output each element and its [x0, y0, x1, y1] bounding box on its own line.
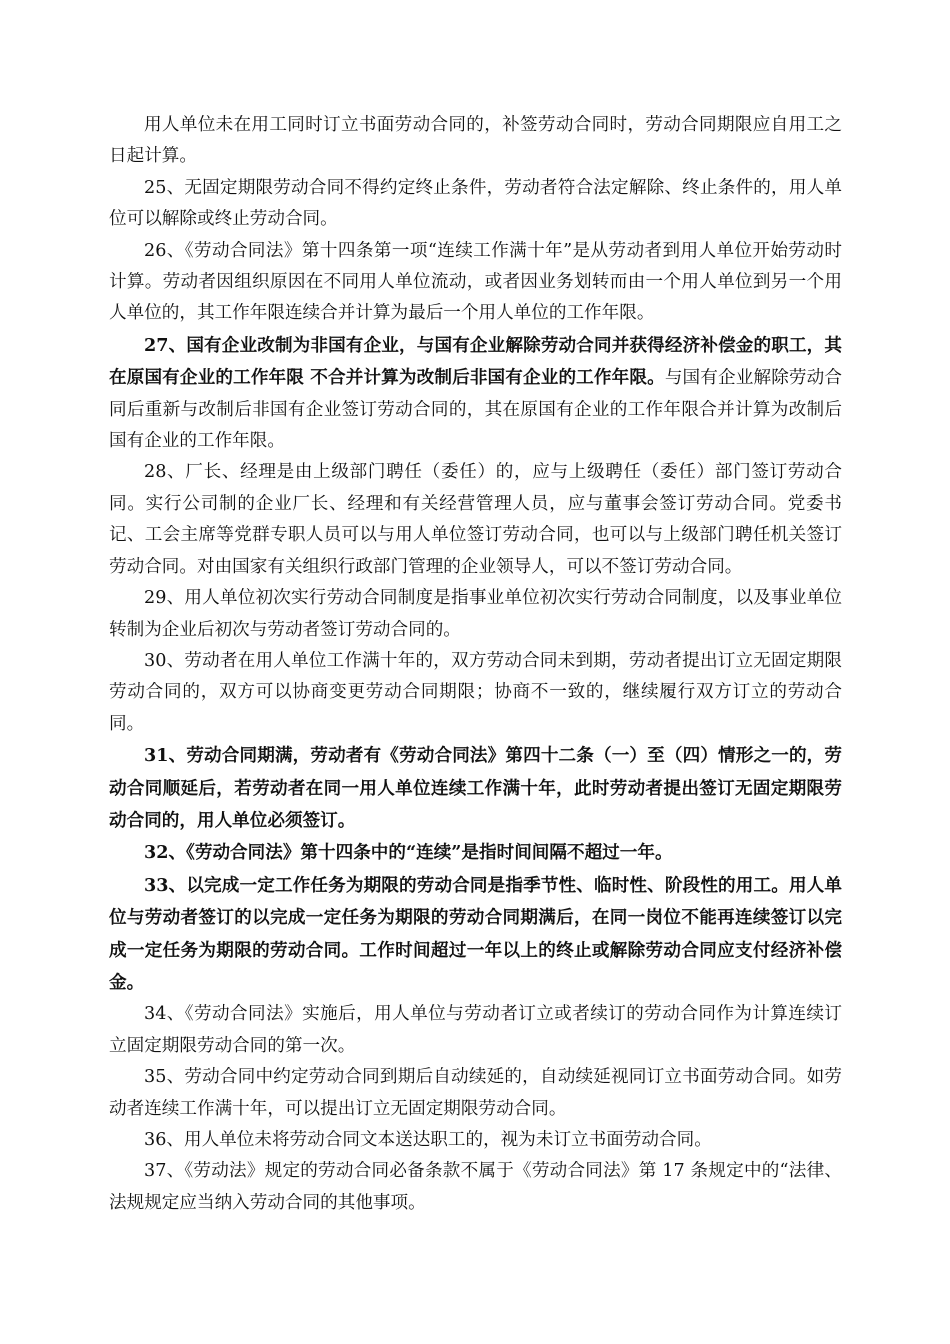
paragraph-text: 28、厂长、经理是由上级部门聘任（委任）的，应与上级聘任（委任）部门签订劳动合同。实行公司制的企业厂长、经理和有关经营管理人员，应与董事会签订劳动合同。党委书记、工会主席等党群专职人员可以与用人单位签订劳动合同，也可以与上级部门聘任机关签订劳动合同。对由国家有关组织行政部门管理的企业领导人，可以不签订劳动合同。 [109, 462, 842, 577]
paragraph-text: 37、《劳动法》规定的劳动合同必备条款不属于《劳动合同法》第 17 条规定中的“法律、法规规定应当纳入劳动合同的其他事项。 [109, 1161, 842, 1213]
paragraph-item-30 [109, 646, 842, 740]
paragraph-item-27 [109, 330, 842, 458]
paragraph-bold-text: 33、以完成一定工作任务为期限的劳动合同是指季节性、临时性、阶段性的用工。用人单位与劳动者签订的以完成一定任务为期限的劳动合同期满后，在同一岗位不能再连续签订以完成一定任务为期限的劳动合同。工作时间超过一年以上的终止或解除劳动合同应支付经济补偿金。 [109, 874, 842, 993]
paragraph-item-31 [109, 740, 842, 837]
paragraph-text: 30、劳动者在用人单位工作满十年的，双方劳动合同未到期，劳动者提出订立无固定期限劳动合同的，双方可以协商变更劳动合同期限；协商不一致的，继续履行双方订立的劳动合同。 [109, 650, 842, 734]
paragraph-text: 25、无固定期限劳动合同不得约定终止条件，劳动者符合法定解除、终止条件的，用人单位可以解除或终止劳动合同。 [109, 177, 842, 230]
paragraph-item-28 [109, 457, 842, 583]
paragraph-item-32 [109, 837, 842, 869]
paragraph-text: 29、用人单位初次实行劳动合同制度是指事业单位初次实行劳动合同制度，以及事业单位转制为企业后初次与劳动者签订劳动合同的。 [109, 588, 842, 640]
paragraph-intro [109, 110, 842, 173]
paragraph-bold-text: 31、劳动合同期满，劳动者有《劳动合同法》第四十二条（一）至（四）情形之一的，劳动合同顺延后，若劳动者在同一用人单位连续工作满十年，此时劳动者提出签订无固定期限劳动合同的，用人单位必须签订。 [109, 745, 842, 831]
paragraph-item-25 [109, 173, 842, 236]
paragraph-text: 与国有企业解除劳动合同后重新与改制后非国有企业签订劳动合同的，其在原国有企业的工作年限合并计算为改制后国有企业的工作年限。 [109, 368, 842, 452]
paragraph-item-29 [109, 583, 842, 646]
paragraph-text: 26、《劳动合同法》第十四条第一项“连续工作满十年”是从劳动者到用人单位开始劳动时计算。劳动者因组织原因在不同用人单位流动，或者因业务划转而由一个用人单位到另一个用人单位的，其工作年限连续合并计算为最后一个用人单位的工作年限。 [109, 240, 842, 324]
paragraph-text: 35、劳动合同中约定劳动合同到期后自动续延的，自动续延视同订立书面劳动合同。如劳动者连续工作满十年，可以提出订立无固定期限劳动合同。 [109, 1067, 842, 1119]
paragraph-bold-text: 27、国有企业改制为非国有企业，与国有企业解除劳动合同并获得经济补偿金的职工，其在原国有企业的工作年限 不合并计算为改制后非国有企业的工作年限。 [109, 334, 842, 389]
paragraph-item-26 [109, 236, 842, 330]
paragraph-item-34 [109, 999, 842, 1062]
paragraph-text: 用人单位未在用工同时订立书面劳动合同的，补签劳动合同时，劳动合同期限应自用工之日起计算。 [109, 115, 842, 167]
paragraph-bold-text: 32、《劳动合同法》第十四条中的“连续”是指时间间隔不超过一年。 [144, 842, 673, 864]
paragraph-text: 36、用人单位未将劳动合同文本送达职工的，视为未订立书面劳动合同。 [144, 1130, 712, 1150]
paragraph-text: 34、《劳动合同法》实施后，用人单位与劳动者订立或者续订的劳动合同作为计算连续订立固定期限劳动合同的第一次。 [109, 1004, 842, 1056]
paragraph-item-33 [109, 870, 842, 1000]
paragraph-item-36 [109, 1125, 842, 1156]
paragraph-item-35 [109, 1062, 842, 1125]
document-page [109, 110, 842, 1219]
paragraph-item-37 [109, 1156, 842, 1219]
